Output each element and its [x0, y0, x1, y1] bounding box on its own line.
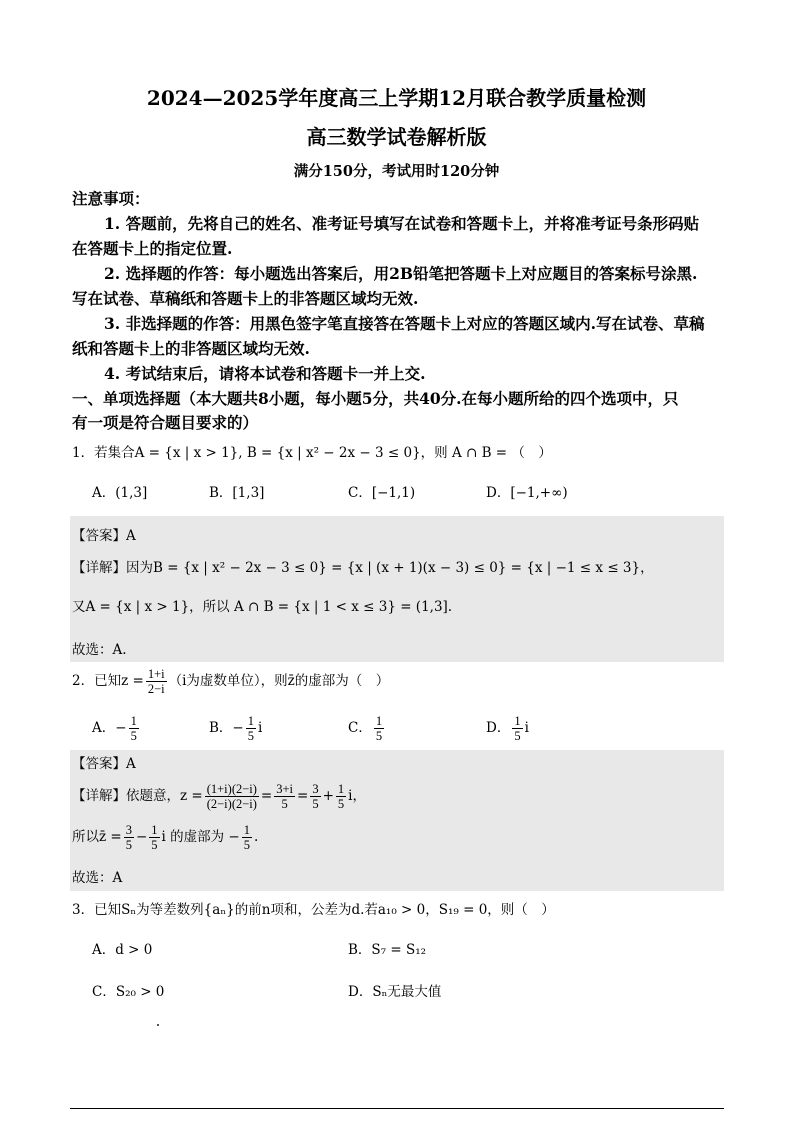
- note-2-line-1: 2. 选择题的作答：每小题选出答案后，用2B铅笔把答题卡上对应题目的答案标号涂黑.: [104, 264, 698, 283]
- fraction-denominator: 5: [130, 729, 137, 743]
- detail-tag: 【详解】: [72, 560, 126, 576]
- option-label: C．: [348, 720, 372, 736]
- q3-option-c: C．S₂₀ > 0: [92, 984, 165, 1000]
- fraction-numerator: 1+i: [147, 667, 165, 681]
- fraction-denominator: 2−i: [147, 682, 165, 696]
- note-3-line-2: 纸和答题卡上的非答题区域均无效.: [72, 339, 310, 358]
- q3-stem: 3．已知Sₙ为等差数列{aₙ}的前n项和，公差为d.若a₁₀ > 0，S₁₉ = 0，则（ ）: [72, 902, 555, 918]
- equals-sign: =: [297, 788, 309, 804]
- q1-detail-line-1: [72, 556, 654, 576]
- section-heading-line-1: 一、单项选择题（本大题共8小题，每小题5分，共40分.在每小题所给的四个选项中，只: [72, 389, 679, 408]
- equals-sign: =: [260, 788, 273, 804]
- q2-stem-prefix: 2．已知z =: [72, 673, 144, 689]
- choice-label: 故选：: [72, 642, 113, 658]
- choice-value: A: [112, 870, 123, 886]
- q2-option-a: [92, 714, 141, 743]
- page-subtitle: 高三数学试卷解析版: [306, 125, 487, 149]
- detail-fraction-2: [274, 782, 295, 811]
- choice-label: 故选：: [72, 870, 113, 886]
- q2-detail-line-1: [72, 782, 366, 811]
- option-tail: i: [257, 720, 263, 736]
- line2-fraction-2: [149, 823, 159, 852]
- fraction-denominator: (2−i)(2−i): [206, 797, 257, 811]
- answer-tag: 【答案】: [72, 756, 126, 772]
- fraction-denominator: 5: [312, 797, 319, 811]
- detail-intro: 依题意，z =: [126, 788, 203, 804]
- line2-fraction-3: [242, 823, 252, 852]
- option-tail: i: [524, 720, 529, 736]
- option-fraction: [246, 714, 256, 743]
- fraction-denominator: 5: [243, 838, 250, 852]
- minus-sign: −: [135, 829, 148, 845]
- q1-option-d: D．[−1,+∞): [486, 485, 568, 501]
- fraction-denominator: 5: [514, 729, 521, 743]
- q1-option-b: B．[1,3]: [209, 485, 265, 501]
- detail-text: 因为B = {x | x² − 2x − 3 ≤ 0} = {x | (x + 1)(x − 3) ≤ 0} = {x | −1 ≤ x ≤ 3}，: [126, 560, 654, 576]
- answer-value: A: [126, 756, 136, 772]
- note-2-line-2: 写在试卷、草稿纸和答题卡上的非答题区域均无效.: [72, 289, 419, 308]
- fraction-denominator: 5: [375, 729, 383, 743]
- q3-option-d: D．Sₙ无最大值: [348, 984, 442, 1000]
- line2-fraction-1: [124, 823, 134, 852]
- fraction-numerator: (1+i)(2−i): [206, 782, 257, 796]
- fraction-denominator: 5: [281, 797, 288, 811]
- option-sign: −: [115, 720, 127, 736]
- stray-dot: [157, 1024, 159, 1026]
- q1-detail-line-2: 又A = {x | x > 1}，所以 A ∩ B = {x | 1 < x ≤ 3} = (1,3].: [72, 599, 453, 615]
- fraction-numerator: 3: [125, 823, 132, 837]
- line-end: .: [254, 829, 259, 845]
- q1-stem: 1．若集合A = {x | x > 1}, B = {x | x² − 2x − 3 ≤ 0}，则 A ∩ B = （ ）: [72, 445, 552, 461]
- q1-option-c: C．[−1,1): [348, 485, 416, 501]
- q1-option-a: A．(1,3]: [92, 485, 148, 501]
- score-info: 满分150分，考试用时120分钟: [293, 163, 500, 180]
- page-title: 2024—2025学年度高三上学期12月联合教学质量检测: [146, 86, 647, 110]
- q2-choice: [72, 866, 122, 886]
- answer-tag: 【答案】: [72, 528, 126, 544]
- q3-option-a: A．d > 0: [92, 942, 153, 958]
- q2-stem: [72, 667, 389, 696]
- note-3-line-1: 3. 非选择题的作答：用黑色签字笔直接答在答题卡上对应的答题区域内.写在试卷、草稿: [104, 314, 705, 333]
- choice-value: A.: [112, 642, 127, 658]
- q2-stem-suffix: （i为虚数单位），则z̄的虚部为（ ）: [168, 673, 390, 689]
- option-sign: −: [232, 720, 244, 736]
- fraction-numerator: 1: [130, 714, 137, 728]
- q2-stem-fraction: [146, 667, 167, 696]
- q3-option-b: B．S₇ = S₁₂: [348, 942, 427, 958]
- q1-solution-box: [70, 516, 724, 662]
- fraction-numerator: 3: [312, 782, 319, 796]
- fraction-denominator: 5: [337, 797, 345, 811]
- option-fraction: [512, 714, 522, 743]
- fraction-numerator: 1: [514, 714, 521, 728]
- detail-tag: 【详解】: [72, 788, 126, 804]
- option-label: B．: [209, 720, 233, 736]
- q2-option-c: [348, 714, 386, 743]
- fraction-denominator: 5: [125, 838, 132, 852]
- q2-answer: [72, 752, 136, 772]
- q2-option-b: [209, 714, 262, 743]
- fraction-denominator: 5: [247, 729, 254, 743]
- answer-value: A: [126, 528, 136, 544]
- fraction-numerator: 3+i: [276, 782, 294, 796]
- detail-fraction-4: [336, 782, 346, 811]
- footer-rule: [70, 1108, 724, 1109]
- note-1-line-2: 在答题卡上的指定位置.: [72, 239, 233, 258]
- detail-tail: i，: [348, 788, 366, 804]
- detail-fraction-3: [310, 782, 320, 811]
- option-label: A．: [92, 720, 116, 736]
- fraction-numerator: 1: [375, 714, 383, 728]
- option-fraction: [374, 714, 384, 743]
- q2-detail-line-2: [72, 823, 258, 852]
- option-fraction: [129, 714, 139, 743]
- fraction-denominator: 5: [151, 838, 158, 852]
- plus-sign: +: [322, 788, 334, 804]
- fraction-numerator: 1: [247, 714, 254, 728]
- option-label: D．: [486, 720, 511, 736]
- line-middle: i 的虚部为 −: [161, 829, 240, 845]
- notes-heading: 注意事项：: [72, 189, 150, 208]
- detail-fraction-1: [205, 782, 259, 811]
- line-prefix: 所以z̄ =: [72, 829, 122, 845]
- fraction-numerator: 1: [151, 823, 158, 837]
- q2-option-d: [486, 714, 529, 743]
- q2-solution-box: [70, 750, 724, 891]
- q1-choice: [72, 638, 127, 658]
- section-heading-line-2: 有一项是符合题目要求的）: [72, 413, 259, 432]
- q1-answer: [72, 524, 136, 544]
- note-4: 4. 考试结束后，请将本试卷和答题卡一并上交.: [104, 364, 426, 383]
- fraction-numerator: 1: [243, 823, 250, 837]
- fraction-numerator: 1: [337, 782, 345, 796]
- note-1-line-1: 1. 答题前，先将自己的姓名、准考证号填写在试卷和答题卡上，并将准考证号条形码贴: [104, 214, 700, 233]
